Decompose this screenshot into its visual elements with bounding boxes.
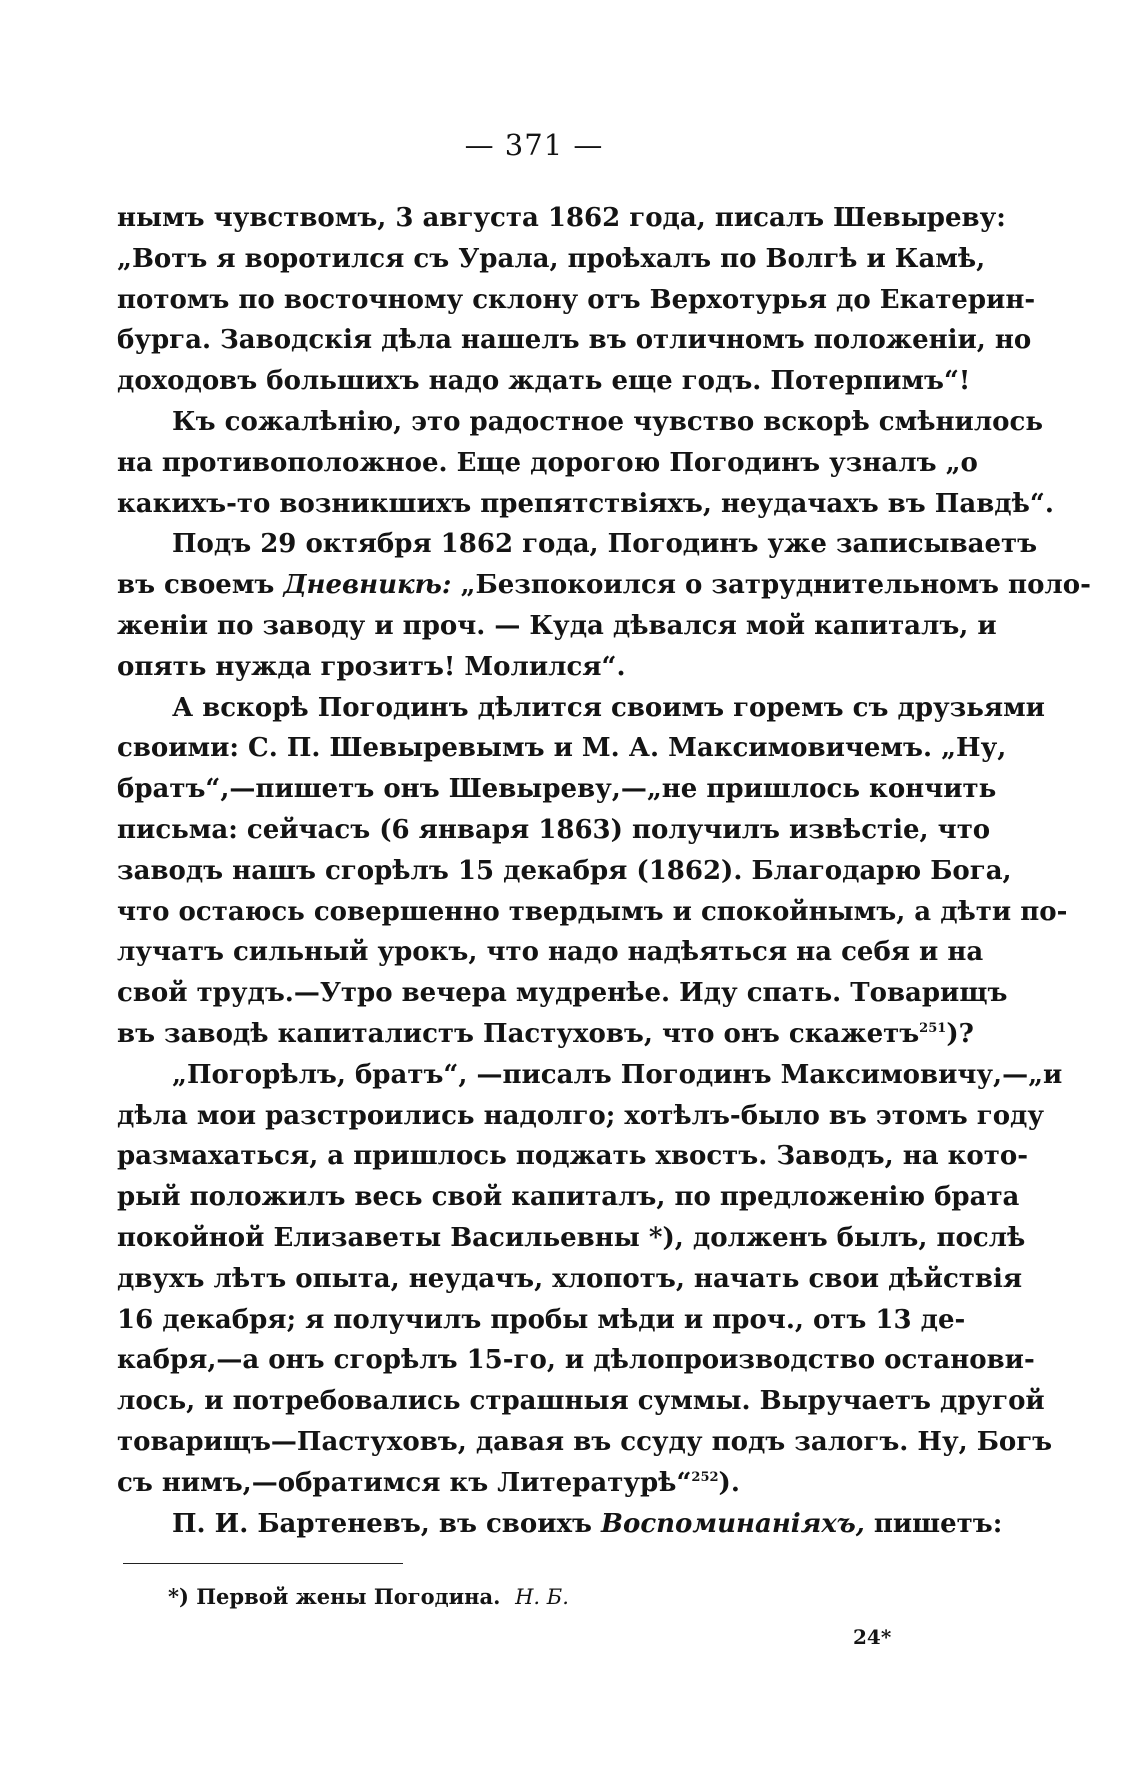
text-line-pre: опять нужда грозитъ! Молился“. <box>117 651 626 682</box>
text-line-sup: 252 <box>691 1469 719 1485</box>
text-line <box>117 851 1012 892</box>
text-line <box>117 932 984 973</box>
text-line <box>117 1259 1023 1300</box>
text-line <box>117 1340 1035 1381</box>
footnote <box>168 1584 569 1609</box>
text-line-pre: двухъ лѣтъ опыта, неудачъ, хлопотъ, начать свои дѣйствія <box>117 1263 1023 1294</box>
text-line <box>117 892 1068 933</box>
text-line <box>117 443 978 484</box>
text-line <box>117 973 1008 1014</box>
text-line <box>117 606 997 647</box>
text-line-pre: съ нимъ,—обратимся къ Литературѣ“ <box>117 1467 692 1498</box>
footnote-author: Н. Б. <box>515 1585 569 1609</box>
footnote-divider <box>123 1563 403 1564</box>
text-line <box>117 1504 1003 1545</box>
text-line-pre: „Погорѣлъ, братъ“, —писалъ Погодинъ Максимовичу,—„и <box>172 1059 1063 1090</box>
text-line <box>117 769 997 810</box>
text-line-post: ). <box>718 1467 740 1498</box>
text-line <box>117 320 1032 361</box>
text-line-pre: потомъ по восточному склону отъ Верхотурья до Екатерин- <box>117 284 1036 315</box>
text-line-pre: размахаться, а пришлось поджать хвостъ. Заводъ, на кото- <box>117 1141 1029 1172</box>
text-line-pre: письма: сейчасъ (6 января 1863) получилъ извѣстіе, что <box>117 814 991 845</box>
text-line <box>117 198 1006 239</box>
text-line-pre: нымъ чувствомъ, 3 августа 1862 года, писалъ Шевыреву: <box>117 203 1006 233</box>
text-line-pre: А вскорѣ Погодинъ дѣлится своимъ горемъ съ друзьями <box>172 692 1045 723</box>
text-line <box>117 1055 1063 1096</box>
text-line <box>117 280 1036 321</box>
text-line-pre: лучатъ сильный урокъ, что надо надѣяться на себя и на <box>117 937 984 968</box>
text-line-em: Воспоминаніяхъ, <box>601 1508 865 1539</box>
text-line <box>117 1136 1029 1177</box>
text-line-pre: бурга. Заводскія дѣла нашелъ въ отличномъ положеніи, но <box>117 325 1032 356</box>
text-line-pre: что остаюсь совершенно твердымъ и спокойнымъ, а дѣти по- <box>117 896 1068 927</box>
text-line <box>117 1381 1045 1422</box>
text-line-pre: товарищъ—Пастуховъ, давая въ ссуду подъ залогъ. Ну, Богъ <box>117 1426 1053 1457</box>
footnote-text: *) Первой жены Погодина. <box>168 1584 501 1609</box>
text-line-em: Дневникѣ: <box>283 570 452 601</box>
text-line-pre: братъ“,—пишетъ онъ Шевыреву,—„не пришлось кончить <box>117 774 997 805</box>
text-line <box>117 484 1054 525</box>
text-line-pre: дѣла мои разстроились надолго; хотѣлъ-было въ этомъ году <box>117 1100 1045 1131</box>
text-line-pre: рый положилъ весь свой капиталъ, по предложенію брата <box>117 1182 1020 1213</box>
text-line <box>117 1300 966 1341</box>
text-line-pre: кабря,—а онъ сгорѣлъ 15-го, и дѣлопроизводство останови- <box>117 1345 1035 1376</box>
text-line <box>117 1014 974 1055</box>
text-line <box>117 1177 1020 1218</box>
text-line <box>117 647 957 688</box>
page-number: — 371 — <box>464 128 604 162</box>
text-line-pre: П. И. Бартеневъ, въ своихъ <box>172 1508 601 1539</box>
text-line-pre: покойной Елизаветы Васильевны *), долженъ былъ, послѣ <box>117 1222 1026 1253</box>
text-line-pre: 16 декабря; я получилъ пробы мѣди и проч., отъ 13 де- <box>117 1304 966 1335</box>
body-text <box>117 198 1091 1544</box>
text-line-pre: Къ сожалѣнію, это радостное чувство вскорѣ смѣнилось <box>172 406 1043 437</box>
text-line-sup: 251 <box>919 1020 947 1036</box>
text-line-pre: на противоположное. Еще дорогою Погодинъ узналъ „о <box>117 447 978 478</box>
text-line-post: пишетъ: <box>864 1508 1003 1539</box>
text-line-pre: свой трудъ.—Утро вечера мудренѣе. Иду спать. Товарищъ <box>117 978 1008 1009</box>
text-line-pre: женіи по заводу и проч. — Куда дѣвался мой капиталъ, и <box>117 610 997 641</box>
text-line-pre: заводъ нашъ сгорѣлъ 15 декабря (1862). Благодарю Бога, <box>117 855 1012 886</box>
text-line <box>117 728 1007 769</box>
text-line <box>117 688 1045 729</box>
text-line <box>117 361 971 402</box>
text-line <box>117 565 1091 606</box>
text-line <box>117 1096 1045 1137</box>
text-line-pre: своими: С. П. Шевыревымъ и М. А. Максимовичемъ. „Ну, <box>117 733 1007 764</box>
text-line-pre: въ заводѣ капиталистъ Пастуховъ, что онъ скажетъ <box>117 1018 920 1049</box>
text-line <box>117 1422 1053 1463</box>
text-line-pre: въ своемъ <box>117 570 284 601</box>
text-line-post: „Безпокоился о затруднительномъ поло- <box>451 570 1091 601</box>
text-line <box>117 1218 1026 1259</box>
text-line-pre: доходовъ большихъ надо ждать еще годъ. Потерпимъ“! <box>117 366 971 397</box>
text-line <box>117 810 991 851</box>
text-line <box>117 1463 957 1504</box>
text-line-post: )? <box>946 1018 974 1049</box>
text-line-pre: Подъ 29 октября 1862 года, Погодинъ уже записываетъ <box>172 529 1038 560</box>
text-line-pre: какихъ-то возникшихъ препятствіяхъ, неудачахъ въ Павдѣ“. <box>117 488 1054 519</box>
text-line <box>117 524 1038 565</box>
text-line-pre: „Вотъ я воротился съ Урала, проѣхалъ по Волгѣ и Камѣ, <box>117 243 986 274</box>
text-line <box>117 239 986 280</box>
text-line <box>117 402 1043 443</box>
text-line-pre: лось, и потребовались страшныя суммы. Выручаетъ другой <box>117 1386 1045 1417</box>
signature-mark: 24* <box>853 1625 892 1649</box>
